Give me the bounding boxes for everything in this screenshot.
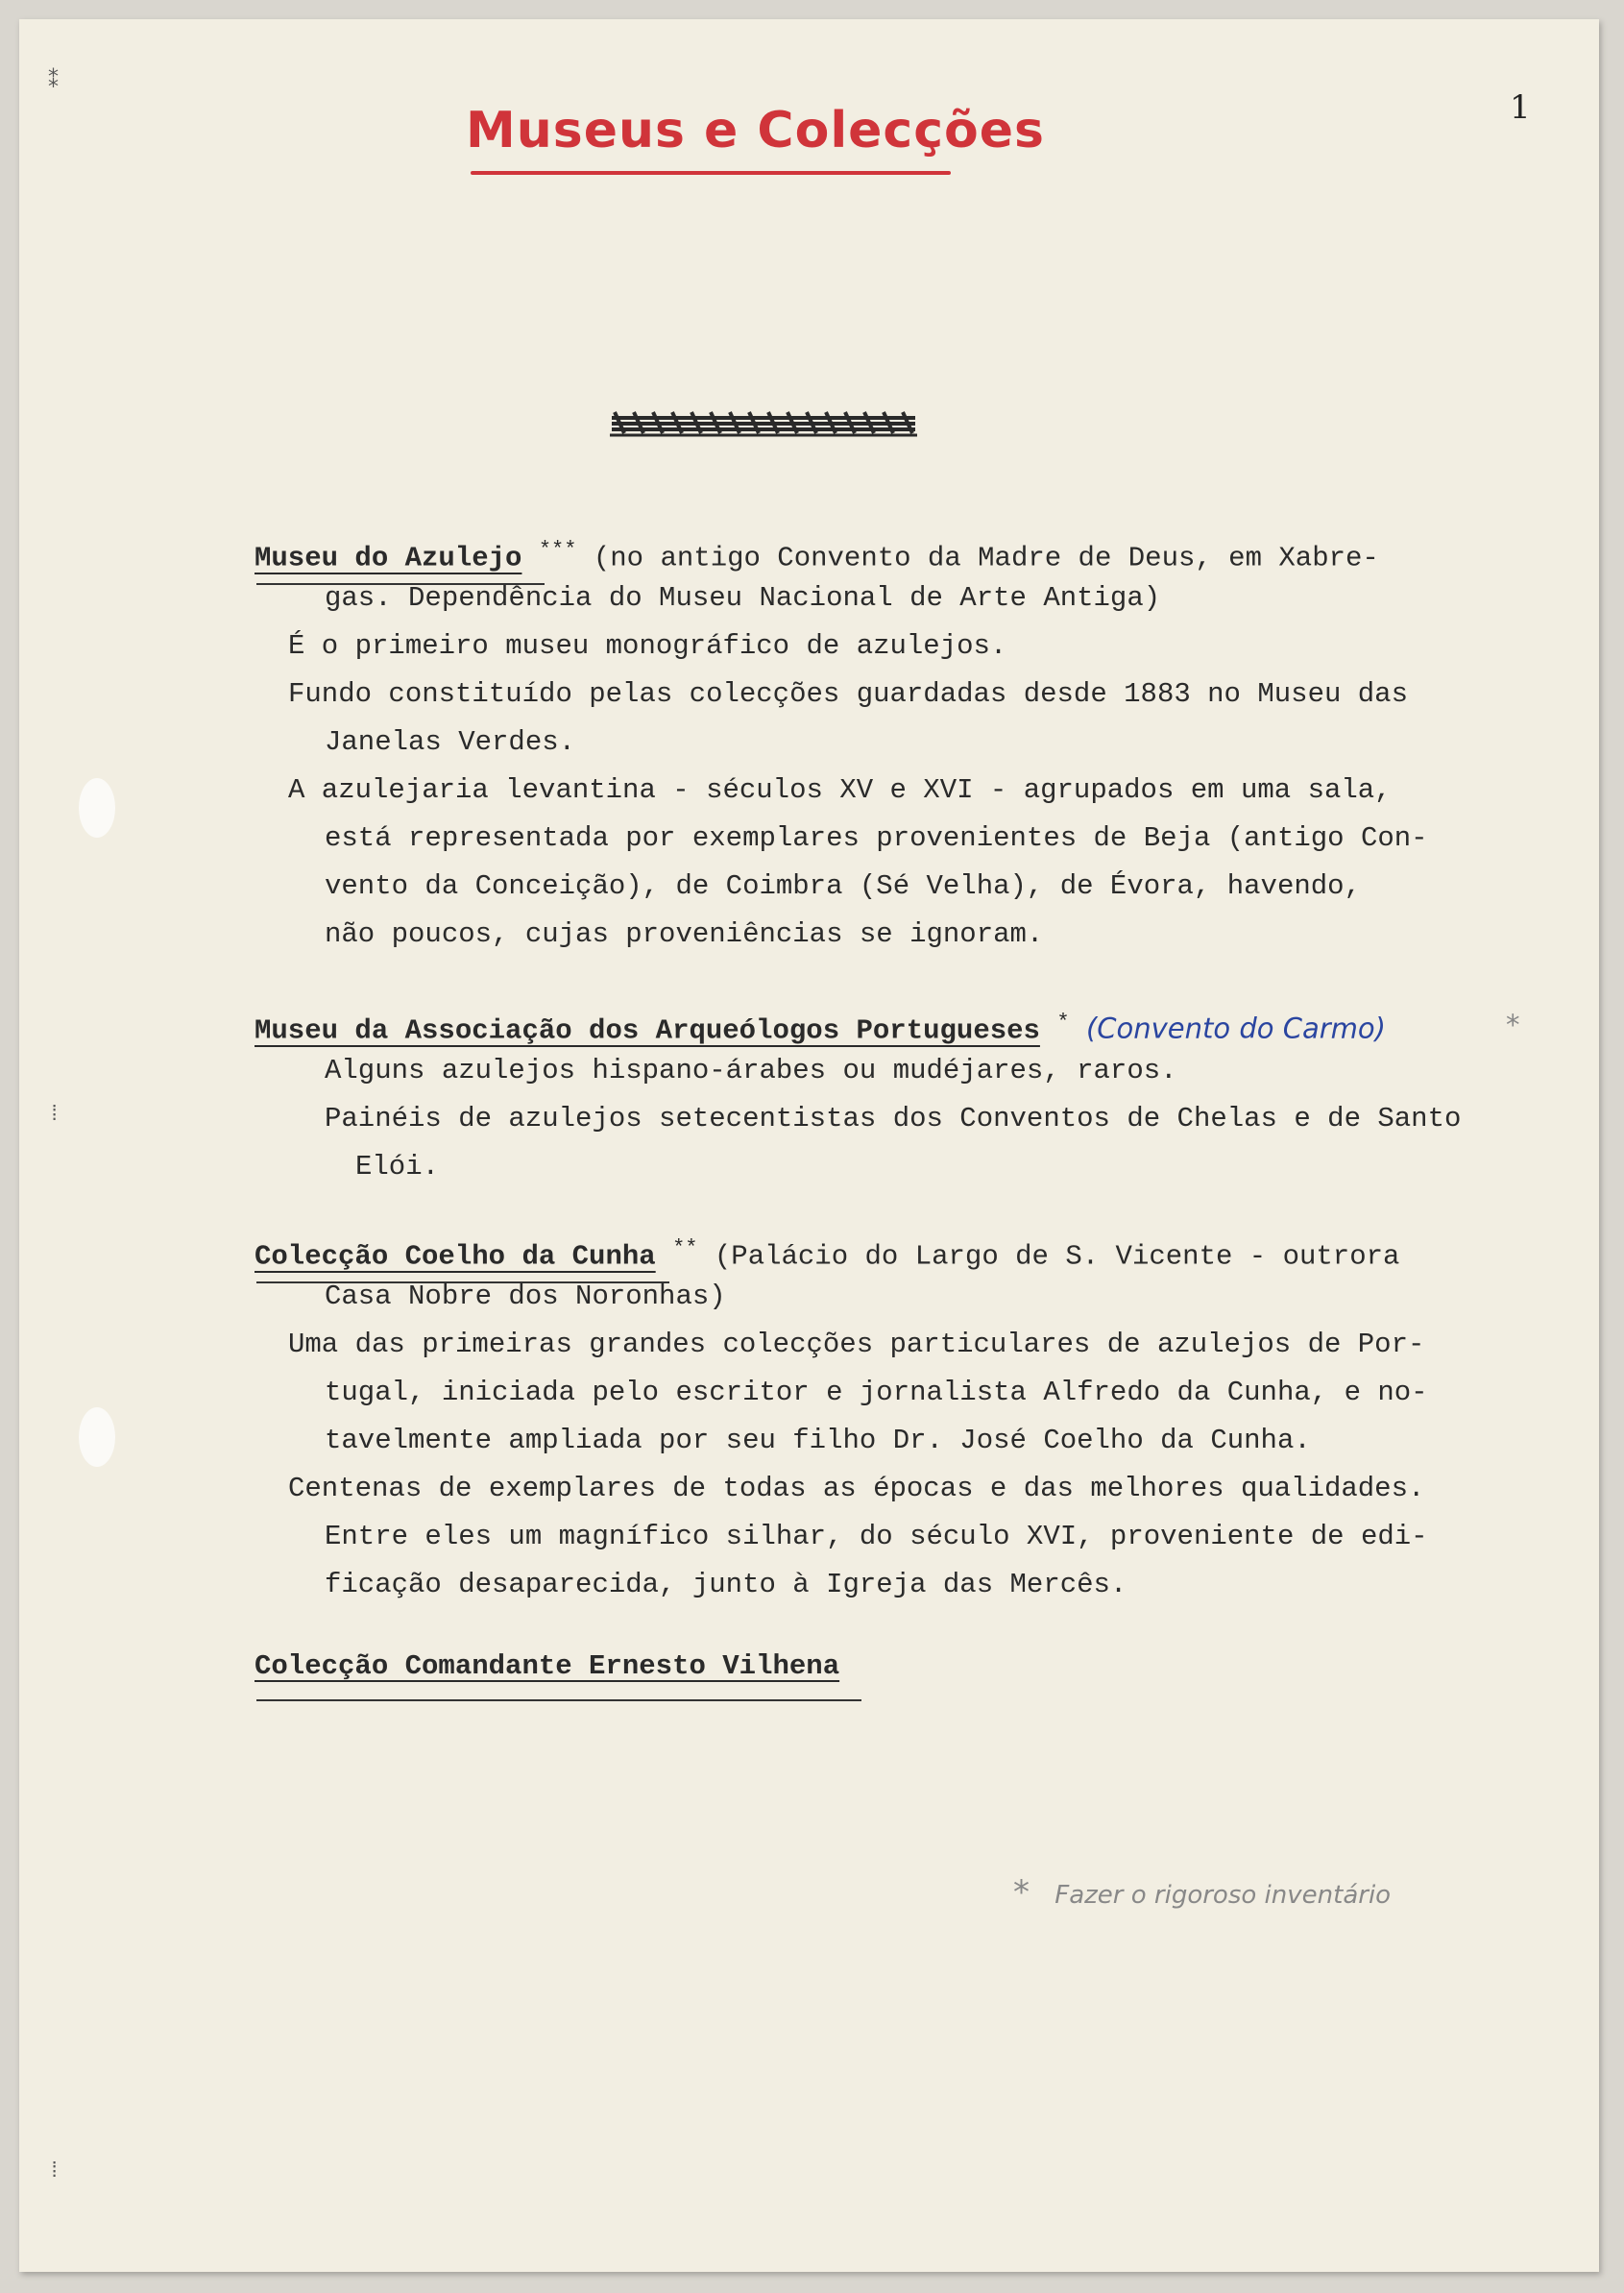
margin-mark: * [1506, 1009, 1520, 1041]
paragraph-line: Painéis de azulejos setecentistas dos Conventos de Chelas e de Santo [325, 1103, 1462, 1134]
document-page [19, 19, 1599, 2272]
double-underline [256, 1699, 861, 1701]
section-title: Museu da Associação dos Arqueólogos Portugueses [255, 1014, 1040, 1047]
punch-hole [79, 778, 115, 838]
paragraph-line: tugal, iniciada pelo escritor e jornalista Alfredo da Cunha, e no- [325, 1377, 1428, 1408]
section-title: Colecção Coelho da Cunha [255, 1240, 656, 1273]
paragraph-line: Fundo constituído pelas colecções guardadas desde 1883 no Museu das [288, 678, 1408, 710]
paragraph-line: vento da Conceição), de Coimbra (Sé Velha), de Évora, havendo, [325, 870, 1361, 902]
pencil-footnote [1013, 1873, 1391, 1912]
paragraph-line: Elói. [355, 1151, 440, 1183]
footnote-mark: * [1013, 1873, 1030, 1912]
page-number: 1 [1510, 88, 1531, 127]
paragraph-line: Entre eles um magnífico silhar, do século XVI, proveniente de edi- [325, 1521, 1428, 1552]
rating-stars: * [1056, 1011, 1070, 1035]
paper-mark: ⁑ [48, 70, 59, 94]
section-title: Museu do Azulejo [255, 542, 522, 574]
section-subtitle: (no antigo Convento da Madre de Deus, em Xabre- [593, 542, 1379, 574]
paragraph-line: É o primeiro museu monográfico de azulejos. [288, 630, 1007, 662]
paragraph-line: tavelmente ampliada por seu filho Dr. José Coelho da Cunha. [325, 1425, 1311, 1456]
paragraph-line: está representada por exemplares provenientes de Beja (antigo Con- [325, 822, 1428, 854]
paper-mark: ⁞ [48, 1103, 61, 1127]
paragraph-line: não poucos, cujas proveniências se ignoram. [325, 918, 1044, 950]
section-subtitle: (Palácio do Largo de S. Vicente - outrora [714, 1240, 1400, 1273]
paragraph-line: Alguns azulejos hispano-árabes ou mudéjares, raros. [325, 1055, 1177, 1086]
section-subtitle: Casa Nobre dos Noronhas) [325, 1281, 726, 1312]
struck-out-text [610, 408, 917, 437]
section-heading-line [255, 1643, 839, 1691]
heading-underline [471, 171, 951, 175]
footnote-text: Fazer o rigoroso inventário [1054, 1881, 1392, 1910]
punch-hole [79, 1407, 115, 1467]
page-heading: Museus e Colecções [466, 102, 1045, 159]
paragraph-line: Centenas de exemplares de todas as épocas e das melhores qualidades. [288, 1473, 1425, 1504]
section-subtitle: gas. Dependência do Museu Nacional de Arte Antiga) [325, 582, 1161, 614]
section-title: Colecção Comandante Ernesto Vilhena [255, 1650, 840, 1682]
handwritten-note: (Convento do Carmo) [1085, 1012, 1386, 1045]
paragraph-line: Janelas Verdes. [325, 726, 576, 758]
rating-stars: ** [672, 1236, 698, 1260]
paragraph-line: Uma das primeiras grandes colecções particulares de azulejos de Por- [288, 1329, 1425, 1360]
paragraph-line: A azulejaria levantina - séculos XV e XVI - agrupados em uma sala, [288, 774, 1392, 806]
paper-mark: ⁞ [48, 2159, 61, 2183]
paragraph-line: ficação desaparecida, junto à Igreja das Mercês. [325, 1569, 1127, 1600]
rating-stars: *** [538, 538, 577, 562]
